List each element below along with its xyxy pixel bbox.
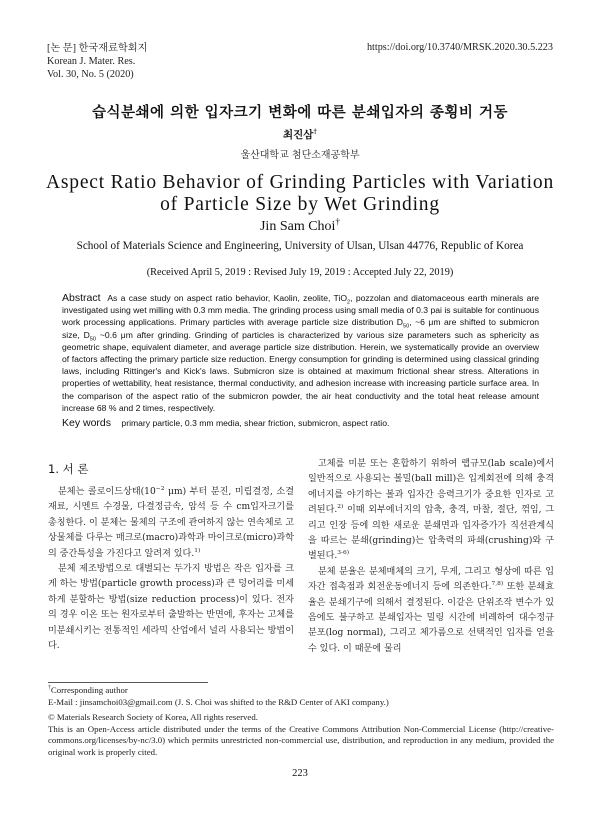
- abstract-sub-3: 50: [89, 336, 96, 343]
- keywords: [62, 417, 539, 429]
- journal-volume: Vol. 30, No. 5 (2020): [47, 69, 134, 80]
- keywords-label: Key words: [62, 417, 112, 429]
- reference-mark: 7,8): [491, 581, 504, 588]
- submission-dates: (Received April 5, 2019 : Revised July 19, 2019 : Accepted July 22, 2019): [146, 267, 454, 278]
- body-text: 이때 외부에너지의 압축, 충격, 마찰, 절단, 꺾임, 그리고 인장 등에 의한 새로운 분쇄면과 입자증가가 직선관계식을 따르는 분쇄(grinding)는 압축력의 파쇄(crushing)와 구별된다.: [308, 505, 554, 562]
- body-text: 고체를 미분 또는 혼합하기 위하여 랩규모(lab scale)에서 일반적으로 사용되는 볼밀(ball mill)은 입계회전에 의해 충격 에너지를 야기하는 볼과 입자간 응력크기가 중요한 인자로 고려된다.: [308, 459, 554, 516]
- author-ko-mark: †: [313, 127, 317, 136]
- section-heading: 1. 서 론: [48, 462, 89, 476]
- author-en-mark: †: [335, 216, 340, 227]
- journal-name-ko: [논 문] 한국재료학회지: [47, 43, 148, 54]
- journal-header: [47, 42, 147, 81]
- reference-mark: 1): [194, 547, 201, 554]
- abstract: [62, 292, 539, 414]
- abstract-label: Abstract: [62, 292, 101, 304]
- corresponding-author-line: [48, 685, 554, 697]
- body-column-right: [308, 457, 554, 657]
- footnote-divider: [48, 682, 208, 683]
- journal-name-en: Korean J. Mater. Res.: [47, 56, 136, 67]
- abstract-sub-2: 50: [403, 324, 410, 331]
- paragraph: [48, 485, 294, 562]
- license-text: This is an Open-Access article distributed under the terms of the Creative Commons Attribution Non-Commercial License (http://creative-commons.org/licenses/by-nc/3.0) which permits unrestricted non-commercial use, distribution, and reproduction in any medium, provided the original work is properly cited.: [48, 723, 554, 757]
- abstract-text-4: ~0.6 μm after grinding. Grinding of particles is characterized by various size parameters such as sphericity as geometric shape, equivalent diameter, and average particle size distribution. Herein, we systematically provide an overview of factors affecting the primary particle size reduction. Energy consumption for grinding is determined using classical grinding laws, including Rittinger's and Kick's laws. Submicron size is obtained at maximum frictional shear stress. Alterations in properties of wettability, heat resistance, thermal conductivity, and adhesion increase with increasing particle surface area. In the comparison of the aspect ratio of the submicron powder, the air heat conductivity and the total heat release amount increase 68 % and 2 times, respectively.: [62, 329, 540, 413]
- paper-title-en: Aspect Ratio Behavior of Grinding Particles with Variation of Particle Size by Wet Grinding: [46, 172, 554, 215]
- body-column-left: [48, 485, 294, 654]
- abstract-text-3: , ~6 μm are shifted to submicron size, D: [62, 317, 540, 340]
- affiliation-ko: 울산대학교 첨단소재공학부: [240, 150, 360, 161]
- reference-mark: 2): [337, 504, 344, 511]
- reference-mark: 3-6): [337, 550, 350, 557]
- footnote-license: [48, 712, 554, 758]
- paragraph: [308, 565, 554, 657]
- page-number: 223: [292, 768, 308, 779]
- corresponding-mark: †: [48, 685, 51, 692]
- exponent: −2: [155, 485, 165, 492]
- email-line: E-Mail : jinsamchoi03@gmail.com (J. S. Choi was shifted to the R&D Center of AKI company.): [48, 696, 389, 707]
- body-text: 또한 분쇄효율은 분쇄기구에 의해서 결정된다. 이같은 단위조작 변수가 있음에도 불구하고 분쇄입자는 밀링 시간에 비례하여 대수정규 분포(log normal), 그리고 체가름으로 선택적인 입자를 얻을 수 있다. 이 때문에 물리: [308, 582, 554, 654]
- affiliation-en: School of Materials Science and Engineering, University of Ulsan, Ulsan 44776, Republic of Korea: [76, 240, 524, 252]
- author-ko-name: 최진삼: [282, 129, 314, 141]
- abstract-text-2: , pozzolan and diatomaceous earth minerals are investigated using wet milling with 0.3 mm media. The grinding process using small media of 0.3 pai is suitable for continuous work processing applications. Primary particles with average particle size distribution D: [62, 293, 539, 328]
- footnote-corresponding: [48, 685, 554, 708]
- copyright-line: © Materials Research Society of Korea, All rights reserved.: [48, 712, 258, 722]
- author-en-name: Jin Sam Choi: [259, 219, 336, 234]
- body-text: μm) 부터 분진, 미립결정, 소결재료, 시멘트 수경물, 다결정금속, 암석 등 수 cm입자크기를 총칭한다. 이 분체는 물체의 구조에 관여하지 않는 연속체로 고상물체를 다루는 매크로(macro)과학과 마이크로(micro)과학의 중간특성을 가진다고 알려져 있다.: [48, 487, 294, 559]
- abstract-sub-1: 2: [347, 299, 351, 306]
- corresponding-label: Corresponding author: [50, 685, 128, 695]
- doi-link[interactable]: https://doi.org/10.3740/MRSK.2020.30.5.223: [366, 42, 553, 53]
- paragraph: [308, 457, 554, 565]
- body-text: 분체 분율은 분체매체의 크기, 무게, 그리고 형상에 따른 입자간 접촉점과 회전운동에너지 등에 의존한다.: [308, 566, 554, 593]
- paper-title-ko: 습식분쇄에 의한 입자크기 변화에 따른 분쇄입자의 종횡비 거동: [91, 104, 509, 121]
- author-en: [0, 216, 600, 235]
- paragraph: 분체 제조방법으로 대별되는 두가지 방법은 작은 입자를 크게 하는 방법(particle growth process)과 큰 덩어리를 미세하게 분할하는 방법(size reduction process)이 있다. 전자의 경우 이온 또는 원자로부터 출발하는 반면에, 후자는 고체를 미분쇄시키는 전통적인 세라믹 산업에서 널리 사용되는 방법이다.: [48, 564, 294, 652]
- keywords-text: primary particle, 0.3 mm media, shear friction, submicron, aspect ratio.: [121, 418, 390, 428]
- author-ko: [0, 127, 600, 142]
- body-text: 분체는 콜로이드상태(10: [58, 487, 156, 497]
- abstract-text-1: As a case study on aspect ratio behavior, Kaolin, zeolite, TiO: [107, 293, 348, 303]
